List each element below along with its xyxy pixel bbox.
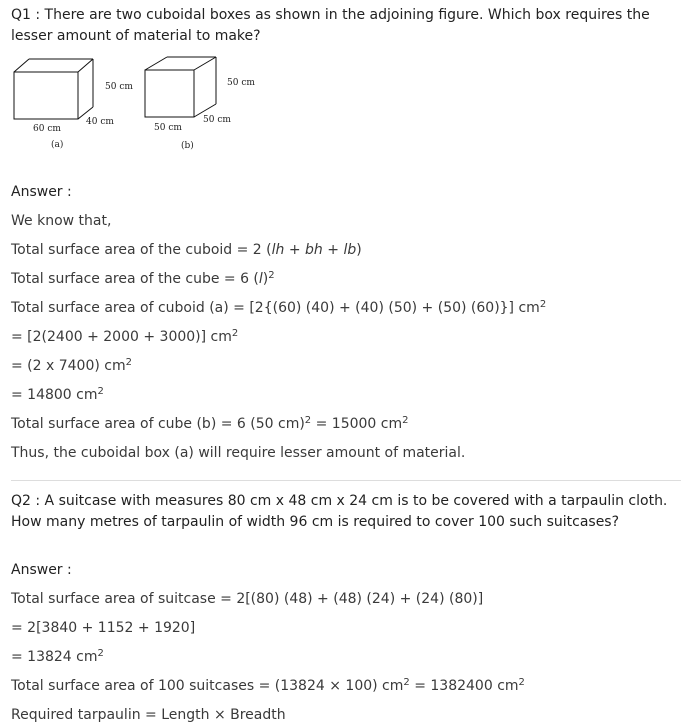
question-1: Q1 : There are two cuboidal boxes as shown in the adjoining figure. Which box requires the lesser amount of material to make? <box>11 7 650 44</box>
answer-1-line-5: = [2(2400 + 2000 + 3000)] $cm^2$ <box>11 328 239 345</box>
question-2: Q2 : A suitcase with measures 80 cm x 48 cm x 24 cm is to be covered with a tarpaulin cloth. How many metres of tarpaulin of width 96 cm is required to cover 100 such suitcases? <box>11 493 668 530</box>
answer-1-line-9: Thus, the cuboidal box (a) will require lesser amount of material. <box>11 445 466 461</box>
answer-1-line-1: We know that, <box>11 213 112 229</box>
answer-1-line-3: Total surface area of the cube = 6 $(l)^2$ <box>11 270 275 287</box>
cuboid-a-height: 50 cm <box>105 82 133 92</box>
cube-b-drawing <box>145 57 216 117</box>
cuboid-a-width: 40 cm <box>86 117 114 127</box>
answer-2-line-4: Total surface area of 100 suitcases = (13824 × 100) $cm^2 = 1382400$ $cm^2$ <box>11 677 525 694</box>
cuboid-a-drawing <box>14 59 93 119</box>
answer-1-line-4: Total surface area of cuboid (a) = [2{(60) (40) + (40) (50) + (50) (60)}] $cm^2$ <box>11 299 547 316</box>
cube-b-height: 50 cm <box>227 78 255 88</box>
cube-b-length: 50 cm <box>154 123 182 133</box>
answer-1-line-2: Total surface area of the cuboid = 2 (lh + bh + lb) <box>11 242 362 258</box>
answer-2-line-1: Total surface area of suitcase = 2[(80) (48) + (48) (24) + (24) (80)] <box>11 591 484 607</box>
answer-1-line-7: = 14800 $cm^2$ <box>11 386 104 403</box>
answer-2-line-2: = 2[3840 + 1152 + 1920] <box>11 620 196 636</box>
answer-1-line-8: Total surface area of cube (b) = 6 (50 cm)$^2$ = 15000 $cm^2$ <box>11 415 409 432</box>
cuboid-figure <box>0 55 300 155</box>
answer-1-label: Answer : <box>11 184 72 200</box>
answer-2-label: Answer : <box>11 562 72 578</box>
cuboid-a-label: (a) <box>51 140 64 150</box>
answer-1-line-6: = (2 x 7400) $cm^2$ <box>11 357 132 374</box>
section-divider <box>11 480 681 481</box>
cuboid-a-length: 60 cm <box>33 124 61 134</box>
cube-b-depth: 50 cm <box>203 115 231 125</box>
answer-2-line-5: Required tarpaulin = Length × Breadth <box>11 707 286 723</box>
answer-2-line-3: = 13824 $cm^2$ <box>11 648 104 665</box>
cube-b-label: (b) <box>181 141 194 151</box>
